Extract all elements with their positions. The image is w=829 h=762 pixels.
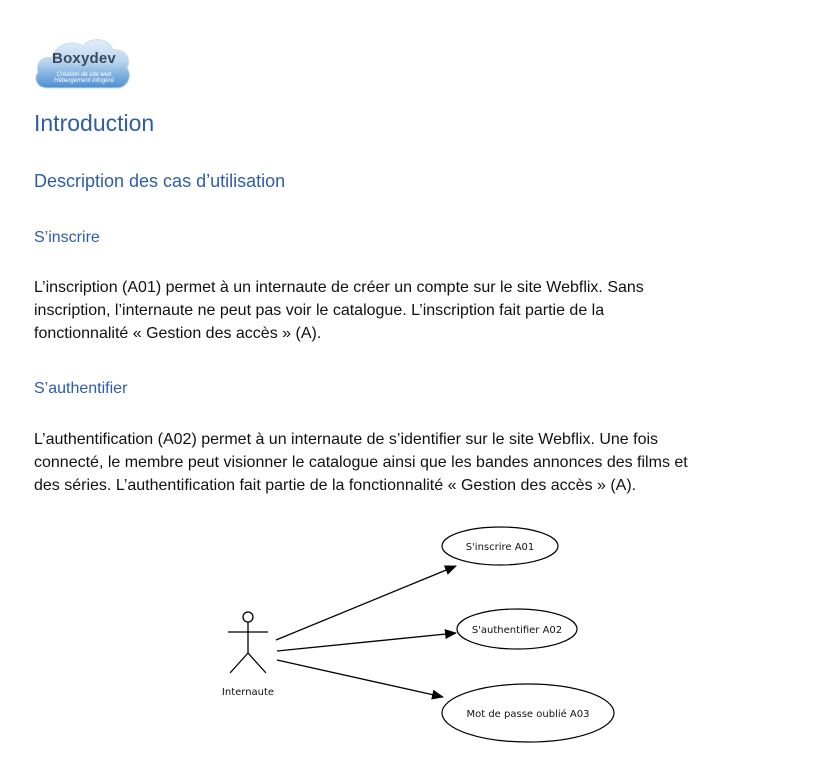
- use-case-label: Mot de passe oublié A03: [466, 709, 590, 720]
- actor-label: Internaute: [221, 687, 275, 698]
- use-case-label: S'inscrire A01: [465, 542, 535, 553]
- paragraph-line: L’inscription (A01) permet à un internaute de créer un compte sur le site Webflix. Sans: [34, 279, 644, 296]
- association-arrow: [276, 566, 456, 640]
- section-title-inscrire: S’inscrire: [34, 229, 100, 246]
- paragraph-line: inscription, l’internaute ne peut pas voir le catalogue. L’inscription fait partie de la: [34, 302, 605, 319]
- paragraph-line: des séries. L’authentification fait partie de la fonctionnalité « Gestion des accès » (A).: [34, 477, 637, 494]
- association-arrow: [277, 660, 443, 697]
- heading-introduction: Introduction: [34, 110, 155, 136]
- logo-brand: Boxydev: [52, 50, 116, 67]
- heading-use-cases: Description des cas d’utilisation: [34, 171, 286, 191]
- logo-tagline-2: Hébergement infogéré: [54, 78, 114, 84]
- section-title-authentifier: S’authentifier: [34, 380, 128, 397]
- actor-figure: [228, 612, 268, 673]
- paragraph-line: fonctionnalité « Gestion des accès » (A).: [34, 325, 322, 342]
- paragraph-line: connecté, le membre peut visionner le catalogue ainsi que les bandes annonces des films et: [34, 454, 688, 471]
- logo-tagline-1: Création de site web: [56, 72, 112, 78]
- association-arrow: [277, 633, 456, 651]
- paragraph-line: L’authentification (A02) permet à un internaute de s’identifier sur le site Webflix. Une fois: [34, 431, 659, 448]
- use-case-label: S'authentifier A02: [471, 625, 563, 636]
